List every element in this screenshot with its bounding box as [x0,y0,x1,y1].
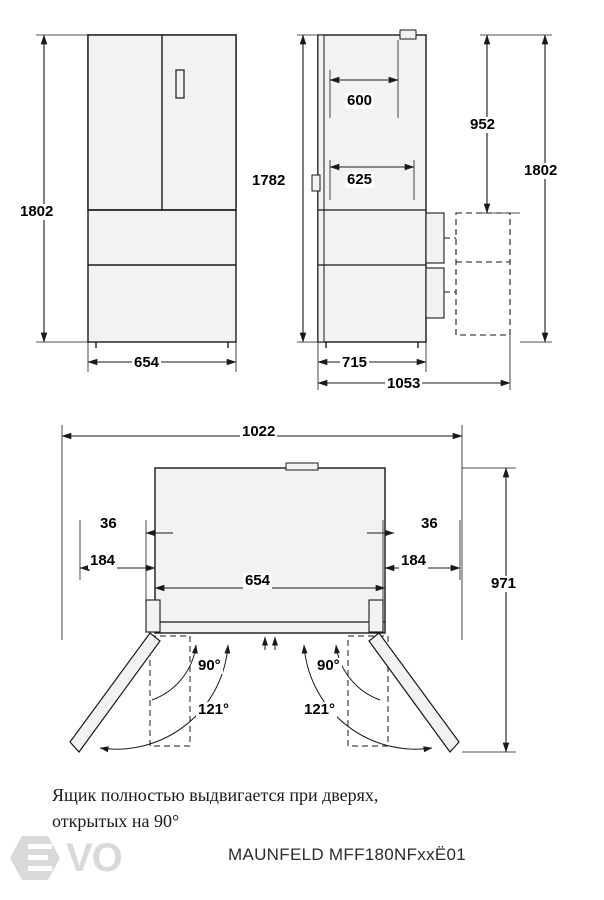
angle-right-90: 90° [317,657,340,674]
dim-side-niche-height: 952 [470,116,496,133]
evo-logo-icon [10,836,60,880]
dim-side-depth-with-drawer: 1053 [387,375,421,392]
model-label: MAUNFELD MFF180NFxxË01 [228,845,467,864]
drawer-note [52,782,572,834]
dim-top-left-offset-small: 36 [100,515,117,532]
dim-side-overall-height: 1802 [524,162,558,179]
dim-side-body-height: 1782 [252,172,286,189]
front-view [36,35,236,372]
angle-right-121: 121° [304,701,336,718]
dim-top-right-offset: 184 [401,552,427,569]
dim-top-body-width: 654 [245,572,271,589]
dim-side-depth-total: 715 [342,354,368,371]
drawer-note-line2: открытых на 90° [52,811,180,832]
dim-top-total-width: 1022 [242,423,276,440]
dim-top-right-offset-small: 36 [421,515,438,532]
dim-side-mid-depth: 625 [347,171,373,188]
angle-left-121: 121° [198,701,230,718]
logo-wordmark: VO [66,836,122,880]
top-view [62,425,516,752]
drawer-note-line1: Ящик полностью выдвигается при дверях, [52,785,379,805]
side-view [297,30,552,390]
dim-top-left-offset: 184 [90,552,116,569]
dim-top-depth: 971 [491,575,517,592]
dim-side-top-depth: 600 [347,92,373,109]
dim-front-height: 1802 [20,203,54,220]
angle-left-90: 90° [198,657,221,674]
dim-front-width: 654 [134,354,160,371]
